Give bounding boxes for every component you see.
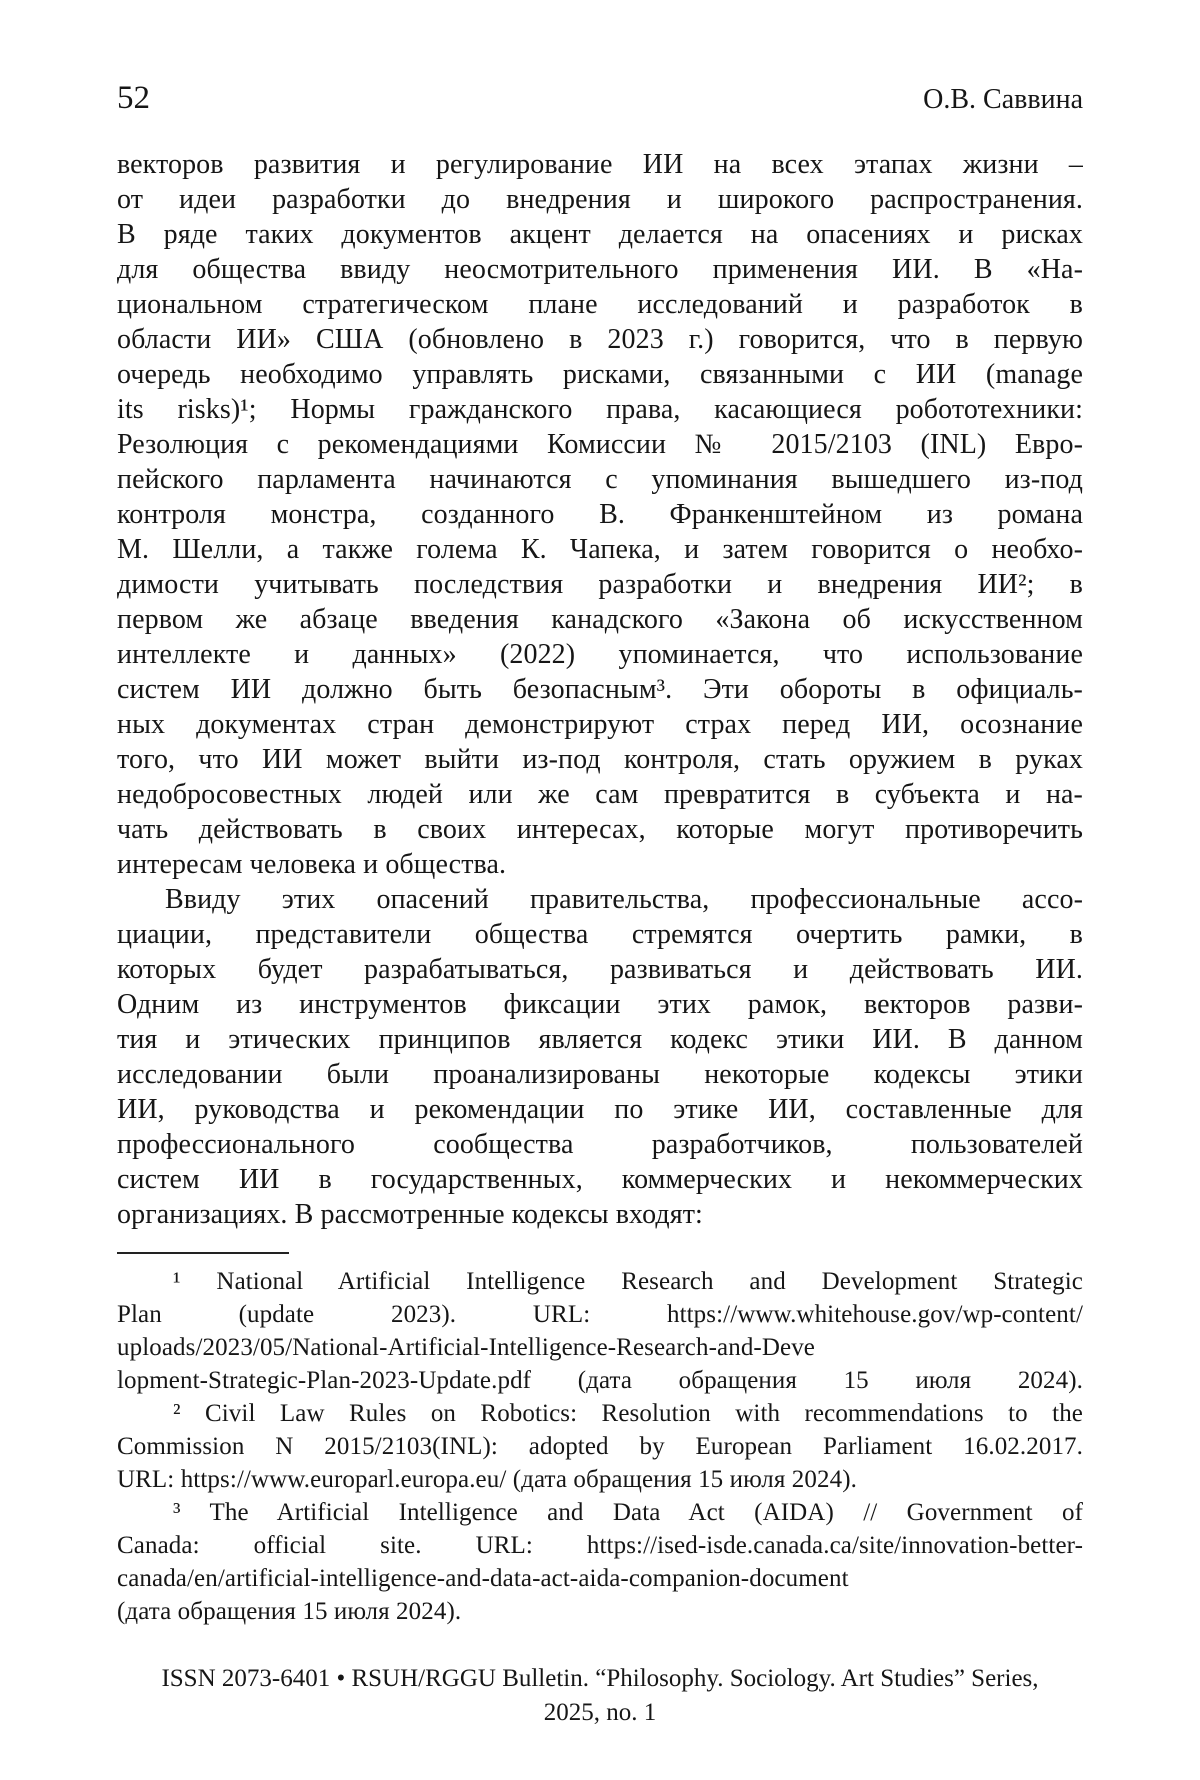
footnote-line: ² Civil Law Rules on Robotics: Resolution with recommendations to the	[173, 1400, 1083, 1427]
journal-info-line: ISSN 2073-6401 • RSUH/RGGU Bulletin. “Philosophy. Sociology. Art Studies” Series,	[161, 1665, 1039, 1692]
text-line: ных документах стран демонстрируют страх перед ИИ, осознание	[117, 709, 1083, 740]
text-line: исследовании были проанализированы некоторые кодексы этики	[117, 1059, 1083, 1090]
text-line: того, что ИИ может выйти из-под контроля, стать оружием в руках	[117, 744, 1083, 775]
text-line: систем ИИ в государственных, коммерческих и некоммерческих	[117, 1164, 1083, 1195]
footnote-line: Plan (update 2023). URL: https://www.whitehouse.gov/wp-content/	[117, 1301, 1083, 1328]
text-line: интересам человека и общества.	[117, 849, 507, 880]
text-line: чать действовать в своих интересах, которые могут противоречить	[117, 814, 1083, 845]
text-line: профессионального сообщества разработчиков, пользователей	[117, 1129, 1083, 1160]
footnote-line: canada/en/artificial-intelligence-and-data-act-aida-companion-document	[117, 1565, 849, 1592]
text-line: контроля монстра, созданного В. Франкенштейном из романа	[117, 499, 1083, 530]
text-line: В ряде таких документов акцент делается на опасениях и рисках	[117, 219, 1083, 250]
footnote-separator	[117, 1252, 289, 1254]
text-line: Одним из инструментов фиксации этих рамок, векторов разви-	[117, 989, 1083, 1020]
text-line: ИИ, руководства и рекомендации по этике ИИ, составленные для	[117, 1094, 1083, 1125]
footnotes	[117, 1265, 1083, 1628]
footnote-line: ³ The Artificial Intelligence and Data Act (AIDA) // Government of	[173, 1499, 1083, 1526]
text-line: очередь необходимо управлять рисками, связанными с ИИ (manage	[117, 359, 1083, 390]
text-line: систем ИИ должно быть безопасным³. Эти обороты в официаль-	[117, 674, 1083, 705]
text-line: недобросовестных людей или же сам превратится в субъекта и на-	[117, 779, 1083, 810]
text-line: векторов развития и регулирование ИИ на всех этапах жизни –	[117, 149, 1083, 180]
text-line: димости учитывать последствия разработки и внедрения ИИ²; в	[117, 569, 1083, 600]
text-line: от идеи разработки до внедрения и широкого распространения.	[117, 184, 1083, 215]
footnote-line: URL: https://www.europarl.europa.eu/ (дата обращения 15 июля 2024).	[117, 1466, 857, 1493]
footnote-line: uploads/2023/05/National-Artificial-Intelligence-Research-and-Deve	[117, 1334, 815, 1361]
text-line: области ИИ» США (обновлено в 2023 г.) говорится, что в первую	[117, 324, 1083, 355]
text-line: М. Шелли, а также голема К. Чапека, и затем говорится о необхо-	[117, 534, 1083, 565]
footnote-line: (дата обращения 15 июля 2024).	[117, 1598, 462, 1625]
footnote-line: lopment-Strategic-Plan-2023-Update.pdf (дата обращения 15 июля 2024).	[117, 1367, 1083, 1394]
footnote-line: ¹ National Artificial Intelligence Research and Development Strategic	[173, 1268, 1083, 1295]
running-head-author: О.В. Саввина	[923, 84, 1083, 115]
text-line: Резолюция с рекомендациями Комиссии № 2015/2103 (INL) Евро-	[117, 429, 1083, 460]
text-line: Ввиду этих опасений правительства, профессиональные ассо-	[165, 884, 1083, 915]
text-line: пейского парламента начинаются с упоминания вышедшего из-под	[117, 464, 1083, 495]
text-line: интеллекте и данных» (2022) упоминается, что использование	[117, 639, 1083, 670]
text-line: для общества ввиду неосмотрительного применения ИИ. В «На-	[117, 254, 1083, 285]
running-header	[117, 80, 1083, 118]
text-line: its risks)¹; Нормы гражданского права, касающиеся робототехники:	[117, 394, 1083, 425]
body-text	[117, 147, 1083, 1232]
page-footer	[117, 1662, 1083, 1730]
journal-issue-line: 2025, no. 1	[543, 1699, 657, 1726]
text-line: первом же абзаце введения канадского «Закона об искусственном	[117, 604, 1083, 635]
text-line: которых будет разрабатываться, развиваться и действовать ИИ.	[117, 954, 1083, 985]
page-number: 52	[117, 80, 150, 116]
text-line: организациях. В рассмотренные кодексы входят:	[117, 1199, 703, 1230]
text-line: циации, представители общества стремятся очертить рамки, в	[117, 919, 1083, 950]
footnote-line: Commission N 2015/2103(INL): adopted by European Parliament 16.02.2017.	[117, 1433, 1083, 1460]
text-line: циональном стратегическом плане исследований и разработок в	[117, 289, 1083, 320]
text-line: тия и этических принципов является кодекс этики ИИ. В данном	[117, 1024, 1083, 1055]
footnote-line: Canada: official site. URL: https://ised-isde.canada.ca/site/innovation-better-	[117, 1532, 1083, 1559]
